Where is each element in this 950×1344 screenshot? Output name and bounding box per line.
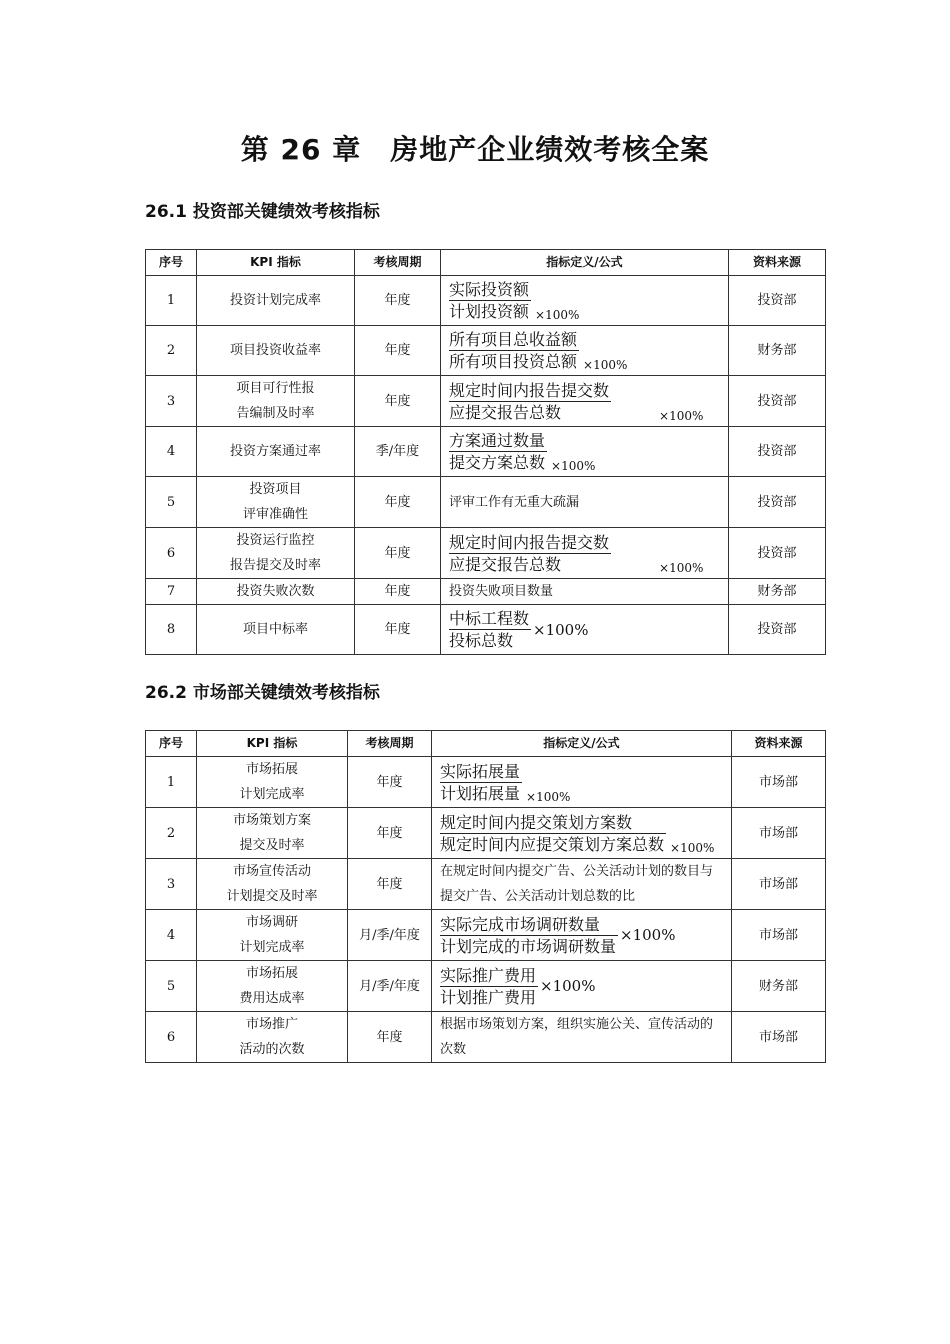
cell-no: 1 bbox=[146, 276, 197, 326]
cell-no: 3 bbox=[146, 376, 197, 427]
definition-text: 在规定时间内提交广告、公关活动计划的数目与提交广告、公关活动计划总数的比 bbox=[440, 864, 714, 904]
cell-source: 市场部 bbox=[732, 910, 826, 961]
cell-cycle: 年度 bbox=[355, 528, 441, 579]
cell-source: 财务部 bbox=[729, 579, 826, 605]
kpi-name-line: 市场调研 bbox=[245, 915, 298, 930]
kpi-name-line: 项目中标率 bbox=[242, 622, 308, 637]
table-row bbox=[146, 808, 826, 859]
formula-denominator: 投标总数 bbox=[449, 631, 514, 650]
cell-definition bbox=[432, 1012, 732, 1063]
cell-source: 市场部 bbox=[732, 1012, 826, 1063]
formula-numerator: 中标工程数 bbox=[449, 609, 530, 628]
cell-definition bbox=[441, 528, 729, 579]
cell-kpi bbox=[197, 528, 355, 579]
formula-fraction bbox=[440, 965, 538, 1008]
formula-denominator: 计划推广费用 bbox=[440, 987, 537, 1007]
kpi-name-line: 项目可行性报 bbox=[236, 381, 315, 396]
kpi-name-line: 投资项目 bbox=[249, 482, 302, 497]
cell-kpi bbox=[197, 427, 355, 477]
cell-definition bbox=[432, 808, 732, 859]
table-row bbox=[146, 427, 826, 477]
kpi-name-line: 告编制及时率 bbox=[236, 406, 315, 421]
cell-no: 6 bbox=[146, 528, 197, 579]
cell-definition bbox=[441, 605, 729, 655]
table-row bbox=[146, 757, 826, 808]
table-row bbox=[146, 910, 826, 961]
kpi-name-line: 投资计划完成率 bbox=[229, 293, 321, 308]
table-row bbox=[146, 276, 826, 326]
cell-source: 投资部 bbox=[729, 528, 826, 579]
cell-cycle: 季/年度 bbox=[355, 427, 441, 477]
cell-definition bbox=[432, 859, 732, 910]
cell-no: 8 bbox=[146, 605, 197, 655]
cell-no: 5 bbox=[146, 961, 197, 1012]
section-title-investment: 26.1 投资部关键绩效考核指标 bbox=[145, 202, 380, 222]
formula-multiplier: ×100% bbox=[533, 620, 589, 639]
formula-numerator: 所有项目总收益额 bbox=[449, 330, 578, 349]
cell-definition bbox=[441, 477, 729, 528]
table-row bbox=[146, 605, 826, 655]
formula-numerator: 规定时间内报告提交数 bbox=[449, 532, 610, 552]
table-row bbox=[146, 859, 826, 910]
kpi-name-line: 评审准确性 bbox=[242, 507, 308, 522]
cell-source: 投资部 bbox=[729, 276, 826, 326]
table-row bbox=[146, 579, 826, 605]
kpi-name-line: 市场拓展 bbox=[245, 966, 298, 981]
table-row bbox=[146, 528, 826, 579]
cell-kpi bbox=[197, 579, 355, 605]
formula-multiplier: ×100% bbox=[659, 408, 704, 423]
cell-no: 4 bbox=[146, 427, 197, 477]
cell-cycle: 年度 bbox=[348, 757, 432, 808]
col-header-cycle: 考核周期 bbox=[355, 250, 441, 276]
table-header-row bbox=[146, 731, 826, 757]
formula-fraction bbox=[449, 430, 547, 473]
formula-multiplier: ×100% bbox=[535, 308, 580, 322]
cell-source: 投资部 bbox=[729, 376, 826, 427]
col-header-no: 序号 bbox=[146, 731, 197, 757]
table-row bbox=[146, 477, 826, 528]
formula-fraction bbox=[449, 532, 611, 575]
cell-definition bbox=[432, 910, 732, 961]
col-header-kpi: KPI 指标 bbox=[197, 250, 355, 276]
kpi-name-line: 市场推广 bbox=[245, 1017, 298, 1032]
cell-kpi bbox=[197, 276, 355, 326]
table-header-row bbox=[146, 250, 826, 276]
cell-source: 市场部 bbox=[732, 757, 826, 808]
chapter-title: 第 26 章 房地产企业绩效考核全案 bbox=[240, 133, 710, 166]
formula-fraction bbox=[440, 914, 618, 957]
formula-numerator: 实际投资额 bbox=[449, 280, 530, 299]
kpi-name-line: 计划完成率 bbox=[239, 787, 305, 802]
cell-kpi bbox=[197, 808, 348, 859]
cell-source: 市场部 bbox=[732, 808, 826, 859]
formula-multiplier: ×100% bbox=[670, 840, 715, 855]
col-header-no: 序号 bbox=[146, 250, 197, 276]
kpi-table-marketing bbox=[145, 730, 826, 1063]
cell-source: 投资部 bbox=[729, 605, 826, 655]
cell-cycle: 年度 bbox=[355, 477, 441, 528]
cell-cycle: 年度 bbox=[355, 579, 441, 605]
formula-multiplier: ×100% bbox=[526, 789, 571, 804]
formula-denominator: 应提交报告总数 bbox=[449, 554, 562, 574]
cell-definition bbox=[441, 427, 729, 477]
formula-multiplier: ×100% bbox=[659, 560, 704, 575]
cell-definition bbox=[432, 757, 732, 808]
formula-denominator: 计划拓展量 bbox=[440, 783, 521, 803]
cell-no: 4 bbox=[146, 910, 197, 961]
formula-numerator: 方案通过数量 bbox=[449, 431, 546, 450]
cell-no: 2 bbox=[146, 808, 197, 859]
formula-fraction bbox=[440, 812, 666, 855]
table-body bbox=[146, 757, 826, 1063]
cell-no: 5 bbox=[146, 477, 197, 528]
cell-cycle: 月/季/年度 bbox=[348, 961, 432, 1012]
table-row bbox=[146, 1012, 826, 1063]
formula-numerator: 规定时间内报告提交数 bbox=[449, 380, 610, 400]
cell-no: 6 bbox=[146, 1012, 197, 1063]
cell-no: 2 bbox=[146, 326, 197, 376]
cell-cycle: 月/季/年度 bbox=[348, 910, 432, 961]
cell-definition bbox=[441, 376, 729, 427]
kpi-name-line: 计划完成率 bbox=[239, 940, 305, 955]
formula-multiplier: ×100% bbox=[583, 358, 628, 372]
cell-cycle: 年度 bbox=[355, 605, 441, 655]
definition-text: 投资失败项目数量 bbox=[449, 584, 554, 599]
kpi-name-line: 费用达成率 bbox=[239, 991, 305, 1006]
col-header-definition: 指标定义/公式 bbox=[432, 731, 732, 757]
kpi-name-line: 投资运行监控 bbox=[236, 533, 315, 548]
cell-source: 市场部 bbox=[732, 859, 826, 910]
cell-cycle: 年度 bbox=[348, 808, 432, 859]
cell-kpi bbox=[197, 605, 355, 655]
cell-cycle: 年度 bbox=[355, 326, 441, 376]
cell-definition bbox=[441, 579, 729, 605]
col-header-source: 资料来源 bbox=[729, 250, 826, 276]
col-header-definition: 指标定义/公式 bbox=[441, 250, 729, 276]
formula-fraction bbox=[449, 608, 531, 651]
formula-fraction bbox=[449, 380, 611, 423]
col-header-cycle: 考核周期 bbox=[348, 731, 432, 757]
formula-denominator: 计划投资额 bbox=[449, 302, 530, 321]
cell-cycle: 年度 bbox=[348, 859, 432, 910]
cell-definition bbox=[432, 961, 732, 1012]
kpi-name-line: 项目投资收益率 bbox=[229, 343, 321, 358]
formula-numerator: 实际拓展量 bbox=[440, 761, 521, 781]
table-row bbox=[146, 326, 826, 376]
formula-fraction bbox=[440, 761, 522, 804]
formula-numerator: 规定时间内提交策划方案数 bbox=[440, 812, 666, 834]
formula-numerator: 实际推广费用 bbox=[440, 965, 537, 985]
definition-text: 评审工作有无重大疏漏 bbox=[449, 494, 580, 510]
cell-source: 财务部 bbox=[732, 961, 826, 1012]
cell-kpi bbox=[197, 376, 355, 427]
formula-numerator: 实际完成市场调研数量 bbox=[440, 914, 618, 936]
kpi-name-line: 市场拓展 bbox=[245, 762, 298, 777]
cell-definition bbox=[441, 276, 729, 326]
formula-multiplier: ×100% bbox=[540, 977, 596, 995]
col-header-kpi: KPI 指标 bbox=[197, 731, 348, 757]
cell-no: 3 bbox=[146, 859, 197, 910]
kpi-table-investment bbox=[145, 249, 826, 655]
kpi-name-line: 市场策划方案 bbox=[232, 813, 311, 828]
kpi-name-line: 投资失败次数 bbox=[236, 584, 315, 599]
kpi-name-line: 计划提交及时率 bbox=[226, 889, 318, 904]
cell-kpi bbox=[197, 757, 348, 808]
cell-kpi bbox=[197, 477, 355, 528]
section-title-marketing: 26.2 市场部关键绩效考核指标 bbox=[145, 683, 380, 703]
kpi-name-line: 提交及时率 bbox=[239, 838, 305, 853]
cell-kpi bbox=[197, 1012, 348, 1063]
cell-no: 1 bbox=[146, 757, 197, 808]
cell-kpi bbox=[197, 961, 348, 1012]
cell-cycle: 年度 bbox=[348, 1012, 432, 1063]
cell-kpi bbox=[197, 326, 355, 376]
cell-cycle: 年度 bbox=[355, 276, 441, 326]
formula-denominator: 应提交报告总数 bbox=[449, 402, 562, 422]
cell-cycle: 年度 bbox=[355, 376, 441, 427]
formula-denominator: 所有项目投资总额 bbox=[449, 352, 578, 371]
formula-denominator: 规定时间内应提交策划方案总数 bbox=[440, 834, 665, 854]
kpi-name-line: 市场宣传活动 bbox=[232, 864, 311, 879]
kpi-name-line: 活动的次数 bbox=[239, 1042, 305, 1057]
formula-multiplier: ×100% bbox=[551, 459, 596, 473]
formula-fraction bbox=[449, 329, 579, 372]
cell-source: 财务部 bbox=[729, 326, 826, 376]
cell-kpi bbox=[197, 910, 348, 961]
table-body bbox=[146, 276, 826, 655]
formula-denominator: 计划完成的市场调研数量 bbox=[440, 936, 617, 956]
cell-kpi bbox=[197, 859, 348, 910]
kpi-name-line: 投资方案通过率 bbox=[229, 444, 321, 459]
cell-no: 7 bbox=[146, 579, 197, 605]
table-row bbox=[146, 376, 826, 427]
kpi-name-line: 报告提交及时率 bbox=[229, 558, 321, 573]
formula-denominator: 提交方案总数 bbox=[449, 453, 546, 472]
cell-definition bbox=[441, 326, 729, 376]
definition-text: 根据市场策划方案，组织实施公关、宣传活动的次数 bbox=[440, 1017, 714, 1057]
formula-multiplier: ×100% bbox=[620, 926, 676, 944]
cell-source: 投资部 bbox=[729, 477, 826, 528]
formula-fraction bbox=[449, 279, 531, 322]
col-header-source: 资料来源 bbox=[732, 731, 826, 757]
table-row bbox=[146, 961, 826, 1012]
cell-source: 投资部 bbox=[729, 427, 826, 477]
